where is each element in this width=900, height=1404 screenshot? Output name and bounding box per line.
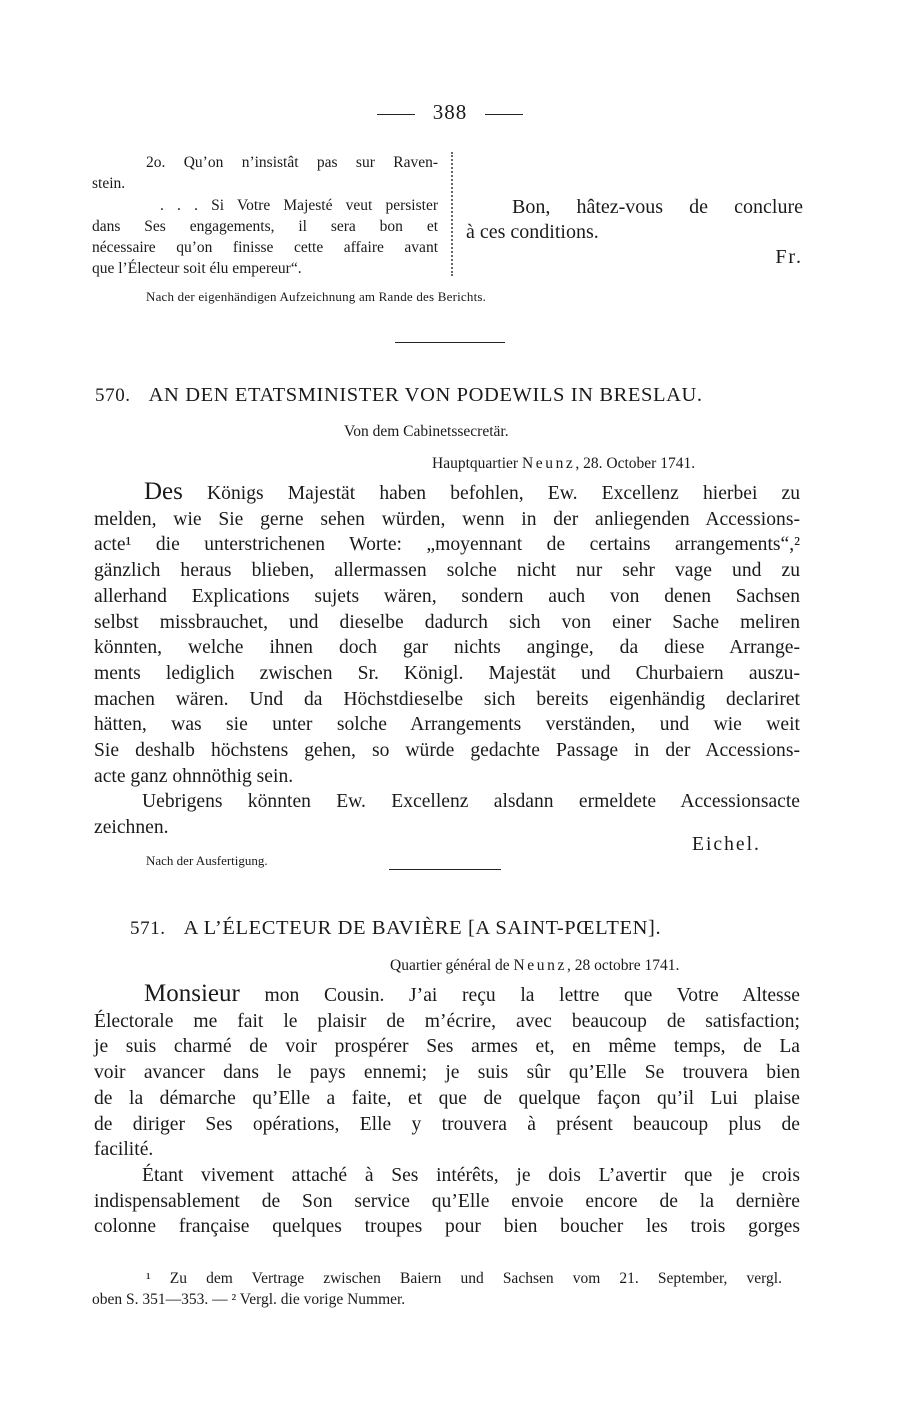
dateline-date: , 28. October 1741. xyxy=(575,455,696,472)
initial-word: Monsieur xyxy=(144,980,240,1007)
body-line xyxy=(94,980,800,1009)
body-line: facilité. xyxy=(94,1139,154,1161)
body-line: indispensablement de Son service qu’Elle envoie encore de la dernière xyxy=(94,1190,800,1212)
margin-note-right xyxy=(466,195,803,270)
body-line: voir avancer dans le pays ennemi; je suis sûr qu’Elle Se trouvera bien xyxy=(94,1062,800,1084)
body-line: Électorale me fait le plaisir de m’écrire, avec beaucoup de satisfaction; xyxy=(94,1010,800,1032)
letter-570-subtitle: Von dem Cabinetssecretär. xyxy=(344,423,509,440)
body-line: ments lediglich zwischen Sr. Königl. Majestät und Churbaiern auszu- xyxy=(94,662,800,684)
body-line: selbst missbrauchet, und dieselbe dadurch sich von einer Sache meliren xyxy=(94,611,800,633)
body-line xyxy=(94,478,800,507)
body-line: zeichnen. xyxy=(94,817,169,839)
king-signature: Fr. xyxy=(775,246,803,268)
letter-number: 571. xyxy=(130,918,166,939)
initial-word: Des xyxy=(144,478,183,505)
margin-line: dans Ses engagements, il sera bon et xyxy=(92,217,438,235)
margin-line: stein. xyxy=(92,175,126,193)
footnote-line: ¹ Zu dem Vertrage zwischen Baiern und Sachsen vom 21. September, vergl. xyxy=(146,1270,782,1287)
margin-note-source: Nach der eigenhändigen Aufzeichnung am Rande des Berichts. xyxy=(146,289,487,304)
letter-571-dateline xyxy=(390,957,679,975)
margin-line: nécessaire qu’on finisse cette affaire avant xyxy=(92,239,438,257)
letter-title: AN DEN ETATSMINISTER VON PODEWILS IN BRESLAU. xyxy=(148,384,703,406)
body-line: melden, wie Sie gerne sehen würden, wenn in der anliegenden Accessions- xyxy=(94,508,800,530)
letter-570-body xyxy=(94,478,800,841)
body-line: je suis charmé de voir prospérer Ses armes et, en même temps, de La xyxy=(94,1036,800,1058)
body-line-text: Königs Majestät haben befohlen, Ew. Excellenz hierbei zu xyxy=(182,483,800,504)
body-line: acte ganz ohnnöthig sein. xyxy=(94,765,294,787)
section-divider xyxy=(395,342,505,343)
letter-570-dateline xyxy=(432,455,695,473)
footnotes xyxy=(92,1268,782,1310)
margin-line: que l’Électeur soit élu empereur“. xyxy=(92,260,302,278)
body-line: colonne française quelques troupes pour bien boucher les trois gorges xyxy=(94,1216,800,1238)
dateline-date: , 28 octobre 1741. xyxy=(566,957,680,974)
body-line: könnten, welche ihnen doch gar nichts anginge, da diese Arrange- xyxy=(94,637,800,659)
letter-570-source: Nach der Ausfertigung. xyxy=(146,853,268,868)
margin-note-left xyxy=(92,152,438,280)
king-reply-line: Bon, hâtez-vous de conclure xyxy=(512,196,803,218)
body-line: acte¹ die unterstrichenen Worte: „moyennant de certains arrangements“,² xyxy=(94,534,800,556)
body-line: de la démarche qu’Elle a faite, et que de quelque façon qu’il Lui plaise xyxy=(94,1087,800,1109)
section-divider xyxy=(389,869,501,870)
body-line: Étant vivement attaché à Ses intérêts, je dois L’avertir que je crois xyxy=(142,1164,800,1186)
body-line: allerhand Explications sujets wären, sondern auch von denen Sachsen xyxy=(94,585,800,607)
body-line-text: mon Cousin. J’ai reçu la lettre que Votre Altesse xyxy=(239,985,800,1006)
margin-line: . . . Si Votre Majesté veut persister xyxy=(160,196,438,214)
dateline-place: Neunz xyxy=(521,455,576,472)
margin-line: 2o. Qu’on n’insistât pas sur Raven- xyxy=(146,154,438,171)
letter-570-heading xyxy=(95,384,703,407)
page-number-dash-right xyxy=(485,114,523,115)
letter-570-signature: Eichel. xyxy=(692,834,761,855)
page-number-text: 388 xyxy=(432,100,468,124)
dateline-prefix: Hauptquartier xyxy=(432,455,519,472)
body-line: de diriger Ses opérations, Elle y trouvera à présent beaucoup plus de xyxy=(94,1113,800,1135)
footnote-line: oben S. 351—353. — ² Vergl. die vorige Nummer. xyxy=(92,1291,406,1308)
letter-title: A L’ÉLECTEUR DE BAVIÈRE [A SAINT-PŒLTEN]. xyxy=(183,917,662,939)
body-line: Uebrigens könnten Ew. Excellenz alsdann ermeldete Accessionsacte xyxy=(142,791,800,813)
page-number xyxy=(0,100,900,125)
dateline-prefix: Quartier général de xyxy=(390,957,510,974)
dateline-place: Neunz xyxy=(513,957,567,974)
letter-571-heading xyxy=(130,917,661,940)
letter-571-body xyxy=(94,980,800,1240)
king-reply-line: à ces conditions. xyxy=(466,221,599,243)
letter-number: 570. xyxy=(95,385,131,406)
body-line: machen wären. Und da Höchstdieselbe sich bereits eigenhändig declariret xyxy=(94,688,800,710)
body-line: gänzlich heraus blieben, allermassen solche nicht nur sehr vage und zu xyxy=(94,560,800,582)
body-line: hätten, was sie unter solche Arrangements verständen, und wie weit xyxy=(94,714,800,736)
page-number-dash-left xyxy=(377,114,415,115)
margin-separator xyxy=(451,152,453,276)
body-line: Sie deshalb höchstens gehen, so würde gedachte Passage in der Accessions- xyxy=(94,740,800,762)
